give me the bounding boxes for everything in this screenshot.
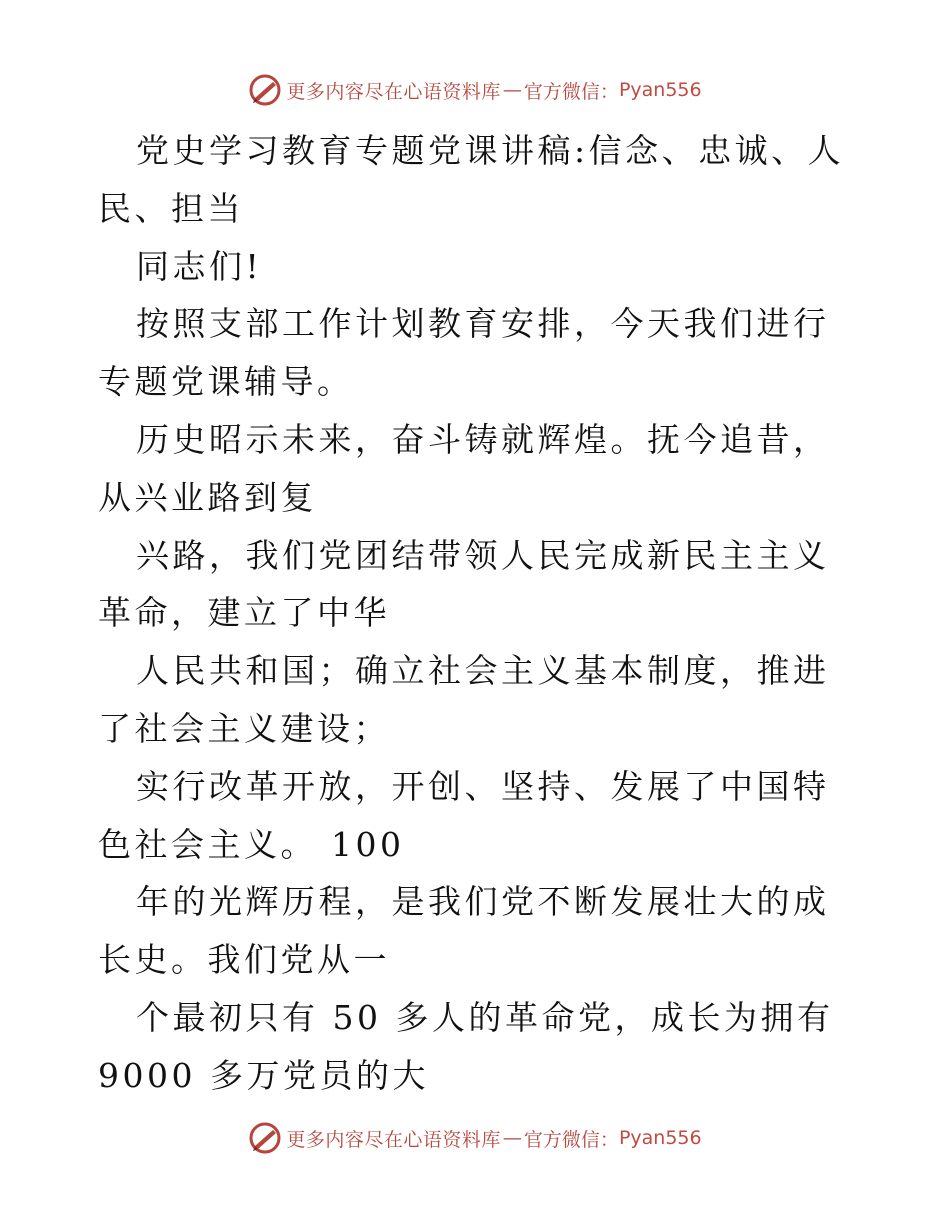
paragraph: 历史昭示未来，奋斗铸就辉煌。抚今追昔，从兴业路到复	[98, 419, 830, 517]
watermark-dash: —	[502, 79, 522, 101]
paragraph: 年的光辉历程，是我们党不断发展壮大的成长史。我们党从一	[98, 882, 830, 980]
document-body	[98, 122, 858, 1105]
pen-logo-icon	[248, 73, 282, 107]
paragraph: 人民共和国；确立社会主义基本制度，推进了社会主义建设；	[98, 651, 830, 748]
watermark-dash: —	[502, 1127, 522, 1149]
document-title: 党史学习教育专题党课讲稿:信念、忠诚、人民、担当	[98, 131, 845, 228]
watermark-wechat-id: Pyan556	[618, 79, 702, 101]
watermark-text: 更多内容尽在心语资料库	[286, 80, 501, 103]
paragraph: 兴路，我们党团结带领人民完成新民主主义革命，建立了中华	[98, 535, 830, 633]
paragraph: 实行改革开放，开创、坚持、发展了中国特色社会主义。 100	[98, 766, 830, 864]
header-watermark	[0, 70, 950, 110]
watermark-wechat-id: Pyan556	[618, 1127, 702, 1149]
paragraph: 同志们!	[136, 246, 263, 286]
pen-logo-icon	[248, 1121, 282, 1155]
watermark-wechat-label: 官方微信：	[523, 80, 619, 103]
paragraph: 个最初只有 50 多人的革命党，成长为拥有 9000 多万党员的大	[98, 997, 834, 1095]
footer-watermark	[0, 1118, 950, 1158]
paragraph: 按照支部工作计划教育安排，今天我们进行专题党课辅导。	[98, 304, 830, 402]
watermark-wechat-label: 官方微信：	[523, 1128, 619, 1151]
watermark-text: 更多内容尽在心语资料库	[286, 1128, 501, 1151]
